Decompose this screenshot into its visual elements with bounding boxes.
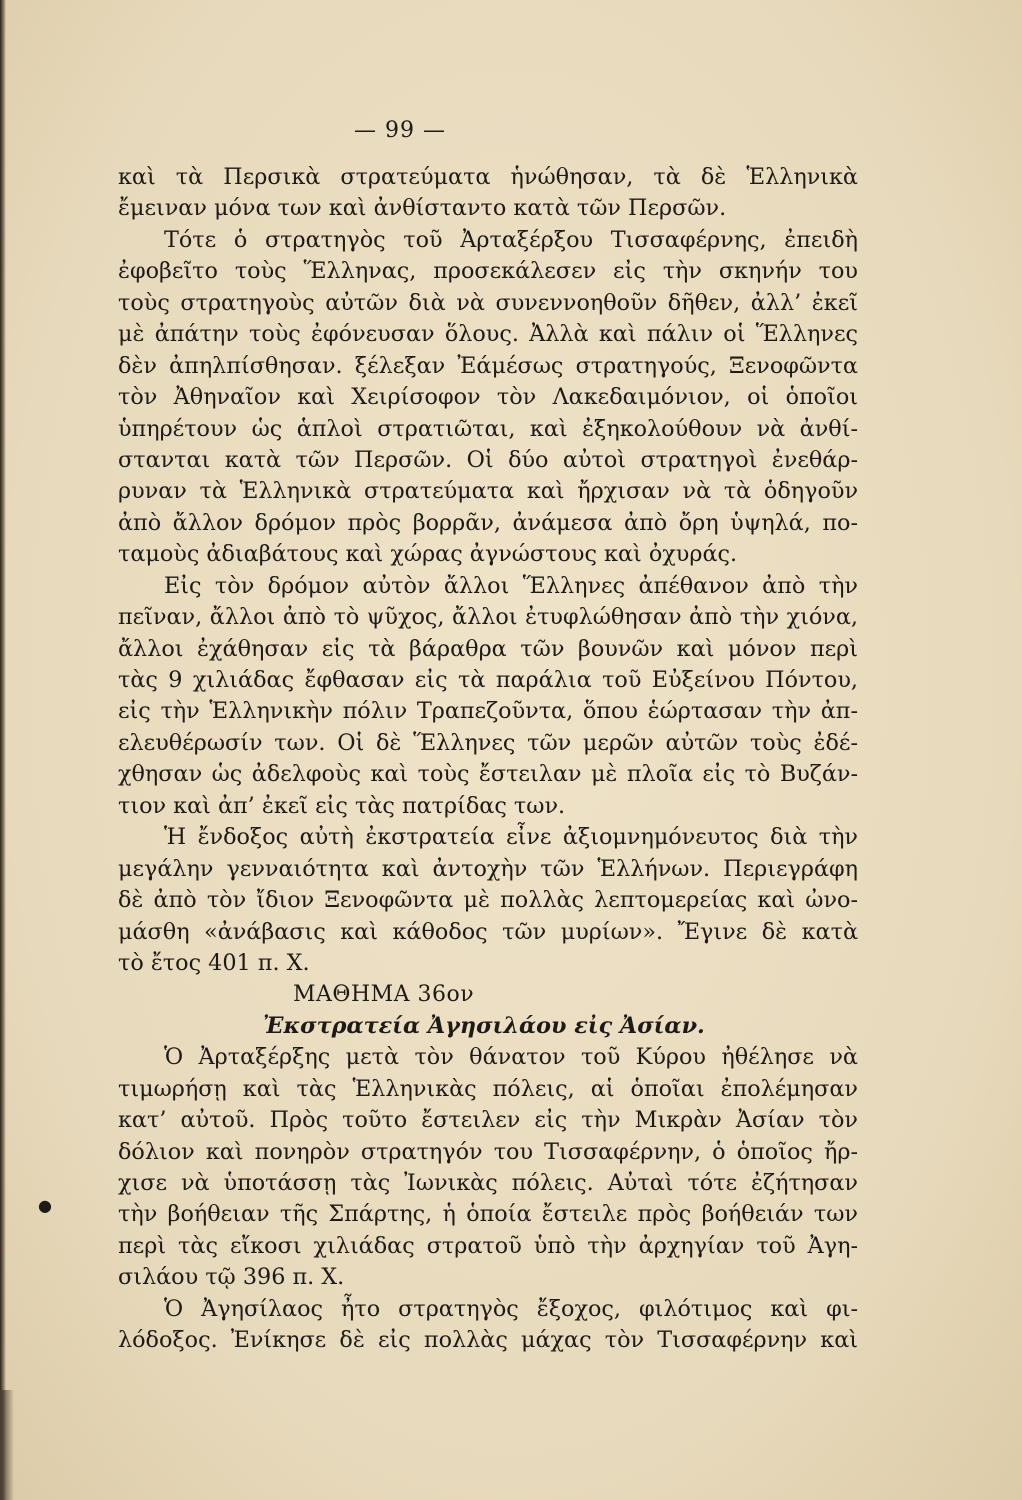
text-line: ὑπηρέτουν ὡς ἁπλοὶ στρατιῶται, καὶ ἐξηκολούθουν νὰ ἀνθί- [118,415,858,442]
text-line: τιμωρήσῃ καὶ τὰς Ἑλληνικὰς πόλεις, αἱ ὁποῖαι ἐπολέμησαν [118,1075,858,1102]
margin-bullet-mark: ● [38,1196,52,1215]
page-number: — 99 — [354,118,446,143]
text-line: στανται κατὰ τῶν Περσῶν. Οἱ δύο αὐτοὶ στρατηγοὶ ἐνεθάρ- [118,446,858,473]
text-line: τὰς 9 χιλιάδας ἔφθασαν εἰς τὰ παράλια τοῦ Εὐξείνου Πόντου, [118,667,858,693]
text-line: τὸ ἔτος 401 π. Χ. [118,949,310,976]
body-text [118,162,858,1357]
page-corner-shadow [0,1390,14,1500]
text-line: ταμοὺς ἀδιαβάτους καὶ χώρας ἀγνώστους καὶ ὀχυράς. [118,541,738,568]
text-line: λόδοξος. Ἐνίκησε δὲ εἰς πολλὰς μάχας τὸν Τισσαφέρνην καὶ [118,1327,858,1354]
text-line: Εἰς τὸν δρόμον αὐτὸν ἄλλοι Ἕλληνες ἀπέθανον ἀπὸ τὴν [164,572,858,599]
page-binding-edge [0,0,6,1500]
text-line: ἔμειναν μόνα των καὶ ἀνθίσταντο κατὰ τῶν Περσῶν. [118,195,727,222]
text-line: σιλάου τῷ 396 π. Χ. [118,1264,345,1291]
text-line: ἄλλοι ἐχάθησαν εἰς τὰ βάραθρα τῶν βουνῶν καὶ μόνον περὶ [118,635,858,662]
text-line: ἐφοβεῖτο τοὺς Ἕλληνας, προσεκάλεσεν εἰς τὴν σκηνήν του [118,258,858,285]
text-line: Τότε ὁ στρατηγὸς τοῦ Ἀρταξέρξου Τισσαφέρνης, ἐπειδὴ [164,226,858,253]
text-line: Ἡ ἔνδοξος αὐτὴ ἐκστρατεία εἶνε ἀξιομνημόνευτος διὰ τὴν [164,824,858,851]
text-line: μὲ ἀπάτην τοὺς ἐφόνευσαν ὅλους. Ἀλλὰ καὶ πάλιν οἱ Ἕλληνες [118,321,858,348]
text-line: δὲ ἀπὸ τὸν ἴδιον Ξενοφῶντα μὲ πολλὰς λεπτομερείας καὶ ὠνο- [118,887,858,914]
text-line: καὶ τὰ Περσικὰ στρατεύματα ἡνώθησαν, τὰ δὲ Ἑλληνικὰ [118,164,858,190]
text-line: τὸν Ἀθηναῖον καὶ Χειρίσοφον τὸν Λακεδαιμόνιον, οἱ ὁποῖοι [118,384,858,411]
text-line: Ὁ Ἀγησίλαος ἦτο στρατηγὸς ἔξοχος, φιλότιμος καὶ φι- [164,1295,858,1322]
text-line: χθησαν ὡς ἀδελφοὺς καὶ τοὺς ἔστειλαν μὲ πλοῖα εἰς τὸ Βυζάν- [118,761,858,788]
text-line: μάσθη «ἀνάβασις καὶ κάθοδος τῶν μυρίων». Ἔγινε δὲ κατὰ [118,918,858,945]
lesson-heading: ΜΑΘΗΜΑ 36ον [293,982,475,1008]
text-line: ρυναν τὰ Ἑλληνικὰ στρατεύματα καὶ ἤρχισαν νὰ τὰ ὁδηγοῦν [118,478,858,505]
lesson-subtitle: Ἐκστρατεία Ἀγησιλάου εἰς Ἀσίαν. [263,1012,705,1039]
text-line: τιον καὶ ἀπ’ ἐκεῖ εἰς τὰς πατρίδας των. [118,792,566,819]
text-line: κατ’ αὐτοῦ. Πρὸς τοῦτο ἔστειλεν εἰς τὴν Μικρὰν Ἀσίαν τὸν [118,1107,858,1134]
text-line: τοὺς στρατηγοὺς αὐτῶν διὰ νὰ συνεννοηθοῦν δῆθεν, ἀλλ’ ἐκεῖ [118,289,858,316]
text-line: εἰς τὴν Ἑλληνικὴν πόλιν Τραπεζοῦντα, ὅπου ἑώρτασαν τὴν ἀπ- [118,698,858,725]
text-line: τὴν βοήθειαν τῆς Σπάρτης, ἡ ὁποία ἔστειλε πρὸς βοήθειάν των [118,1201,858,1228]
text-line: ελευθέρωσίν των. Οἱ δὲ Ἕλληνες τῶν μερῶν αὐτῶν τοὺς ἐδέ- [118,729,858,756]
text-line: ἀπὸ ἄλλον δρόμον πρὸς βορρᾶν, ἀνάμεσα ἀπὸ ὄρη ὑψηλά, πο- [118,509,858,536]
text-line: δόλιον καὶ πονηρὸν στρατηγόν του Τισσαφέρνην, ὁ ὁποῖος ἤρ- [118,1138,858,1165]
text-line: Ὁ Ἀρταξέρξης μετὰ τὸν θάνατον τοῦ Κύρου ἠθέλησε νὰ [164,1044,858,1071]
text-line: μεγάλην γενναιότητα καὶ ἀντοχὴν τῶν Ἑλλήνων. Περιεγράφη [118,855,858,882]
text-line: χισε νὰ ὑποτάσσῃ τὰς Ἰωνικὰς πόλεις. Αὐταὶ τότε ἐζήτησαν [118,1170,858,1196]
text-line: πεῖναν, ἄλλοι ἀπὸ τὸ ψῦχος, ἄλλοι ἐτυφλώθησαν ἀπὸ τὴν χιόνα, [118,604,858,631]
text-line: περὶ τὰς εἴκοσι χιλιάδας στρατοῦ ὑπὸ τὴν ἀρχηγίαν τοῦ Ἀγη- [118,1232,858,1259]
text-line: δὲν ἀπηλπίσθησαν. ξέλεξαν Ἐάμέσως στρατηγούς, Ξενοφῶντα [118,352,858,379]
